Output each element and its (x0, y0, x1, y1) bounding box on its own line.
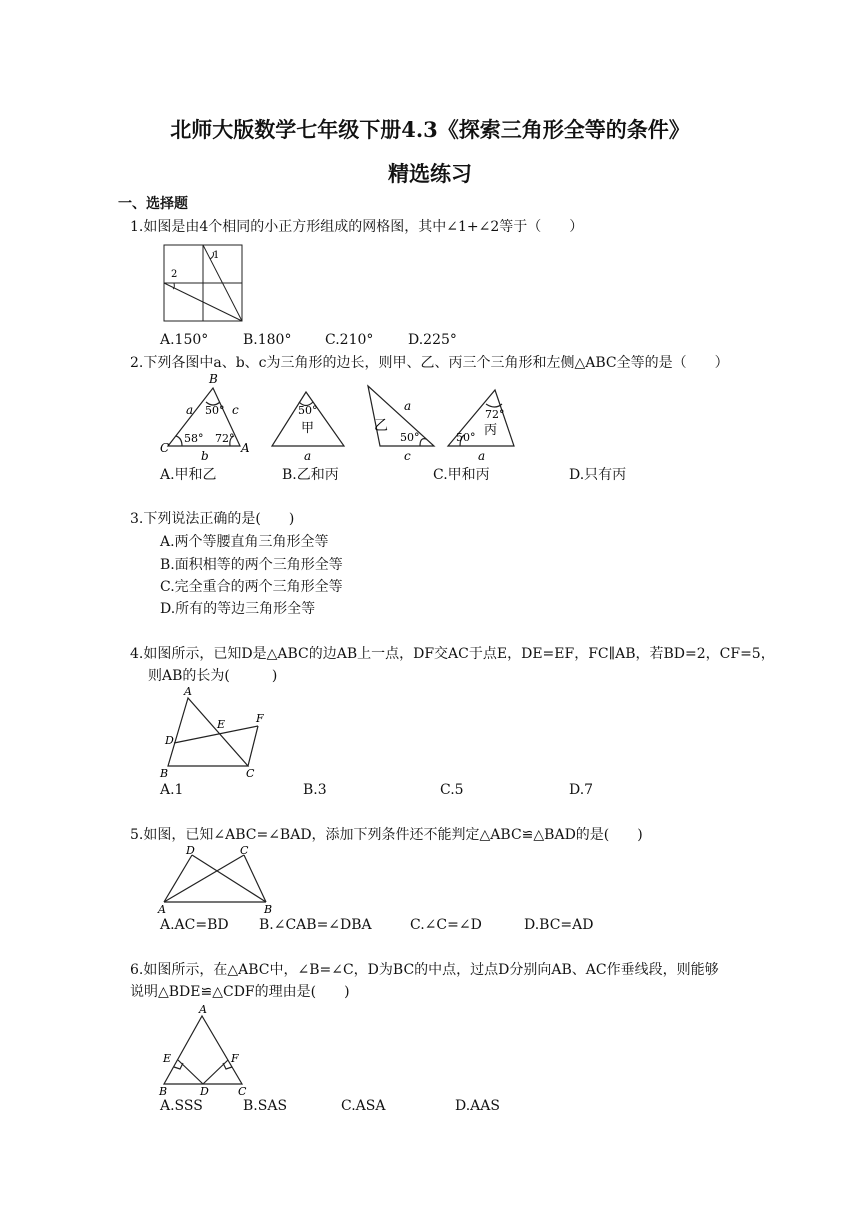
q1-option-c[interactable]: C.210° (325, 332, 374, 348)
q2-bing-side-a: a (478, 449, 486, 463)
q5-option-d[interactable]: D.BC=AD (524, 917, 594, 933)
q4-label-D: D (165, 734, 174, 747)
q4-stem-line2: 则AB的长为( ) (148, 668, 278, 684)
q5-label-B: B (264, 903, 273, 916)
q6-option-c[interactable]: C.ASA (341, 1098, 386, 1114)
q2-option-c[interactable]: C.甲和丙 (433, 467, 490, 483)
q2-yi-side-a: a (404, 399, 412, 413)
q2-triangles-figure (158, 372, 528, 462)
q5-label-C: C (240, 844, 249, 857)
q6-label-D: D (200, 1085, 209, 1098)
page-title: 北师大版数学七年级下册4.3《探索三角形全等的条件》 (170, 117, 690, 142)
q1-stem: 1.如图是由4个相同的小正方形组成的网格图，其中∠1+∠2等于（ ） (130, 219, 584, 235)
q2-abc-angle-A: 72° (215, 432, 235, 445)
q2-abc-angle-C: 58° (184, 432, 204, 445)
q2-jia-angle: 50° (298, 404, 318, 417)
q2-abc-label-B: B (209, 372, 218, 386)
q2-option-a[interactable]: A.甲和乙 (160, 467, 217, 483)
q6-label-A: A (199, 1003, 207, 1016)
q3-option-b[interactable]: B.面积相等的两个三角形全等 (160, 557, 343, 573)
q4-option-c[interactable]: C.5 (440, 782, 464, 798)
q2-abc-label-A: A (241, 441, 250, 455)
q5-figure (156, 844, 280, 914)
q2-stem: 2.下列各图中a、b、c为三角形的边长，则甲、乙、丙三个三角形和左侧△ABC全等的是（ ） (130, 355, 729, 371)
q6-stem-line1: 6.如图所示，在△ABC中，∠B=∠C，D为BC的中点，过点D分别向AB、AC作垂线段，则能够 (130, 962, 719, 978)
q1-grid-figure (160, 242, 250, 324)
q6-label-F: F (231, 1052, 239, 1065)
q4-label-B: B (160, 767, 169, 780)
q2-abc-side-a: a (186, 403, 194, 417)
q6-label-C: C (238, 1085, 247, 1098)
q4-label-E: E (217, 718, 226, 731)
q6-label-E: E (163, 1052, 172, 1065)
q4-label-F: F (256, 712, 264, 725)
q4-option-d[interactable]: D.7 (569, 782, 594, 798)
q5-stem: 5.如图，已知∠ABC=∠BAD，添加下列条件还不能判定△ABC≌△BAD的是( ) (130, 827, 643, 843)
q4-figure (160, 686, 270, 780)
q2-bing-angle-left: 50° (456, 431, 476, 444)
q2-bing-label: 丙 (484, 423, 498, 438)
q5-option-c[interactable]: C.∠C=∠D (410, 917, 482, 933)
q5-label-D: D (186, 844, 195, 857)
q2-option-d[interactable]: D.只有丙 (569, 467, 627, 483)
q1-label-2: 2 (171, 269, 178, 280)
q2-yi-label: 乙 (374, 418, 388, 434)
q2-yi-side-c: c (404, 449, 411, 463)
q1-option-d[interactable]: D.225° (408, 332, 457, 348)
q4-label-C: C (246, 767, 255, 780)
q4-label-A: A (184, 685, 192, 698)
q2-option-b[interactable]: B.乙和丙 (282, 467, 339, 483)
q3-option-a[interactable]: A.两个等腰直角三角形全等 (160, 534, 329, 550)
q3-option-c[interactable]: C.完全重合的两个三角形全等 (160, 579, 343, 595)
q3-option-d[interactable]: D.所有的等边三角形全等 (160, 601, 316, 617)
q2-abc-side-c: c (232, 403, 239, 417)
section-heading: 一、选择题 (118, 196, 188, 212)
q3-stem: 3.下列说法正确的是( ) (130, 511, 295, 527)
q6-stem-line2: 说明△BDE≌△CDF的理由是( ) (130, 984, 350, 1000)
q5-option-b[interactable]: B.∠CAB=∠DBA (259, 917, 372, 933)
q6-label-B: B (159, 1085, 168, 1098)
q2-abc-label-C: C (160, 441, 170, 455)
q2-abc-side-b: b (201, 449, 209, 463)
q1-option-a[interactable]: A.150° (160, 332, 209, 348)
q6-option-a[interactable]: A.SSS (160, 1098, 203, 1114)
q6-option-d[interactable]: D.AAS (455, 1098, 500, 1114)
q5-label-A: A (158, 903, 166, 916)
q4-option-a[interactable]: A.1 (160, 782, 184, 798)
q6-figure (156, 1002, 256, 1096)
q2-bing-angle-top: 72° (485, 408, 505, 421)
q1-label-1: 1 (213, 250, 220, 261)
page-subtitle: 精选练习 (388, 161, 472, 186)
q2-yi-angle: 50° (400, 431, 420, 444)
q2-jia-side-a: a (304, 449, 312, 463)
q5-option-a[interactable]: A.AC=BD (160, 917, 229, 933)
q2-abc-angle-B: 50° (205, 404, 225, 417)
q6-option-b[interactable]: B.SAS (243, 1098, 288, 1114)
q4-stem-line1: 4.如图所示，已知D是△ABC的边AB上一点，DF交AC于点E，DE=EF，FC∥AB，若BD=2，CF=5， (130, 646, 775, 662)
q4-option-b[interactable]: B.3 (303, 782, 327, 798)
q1-option-b[interactable]: B.180° (243, 332, 292, 348)
q2-jia-label: 甲 (301, 421, 315, 436)
